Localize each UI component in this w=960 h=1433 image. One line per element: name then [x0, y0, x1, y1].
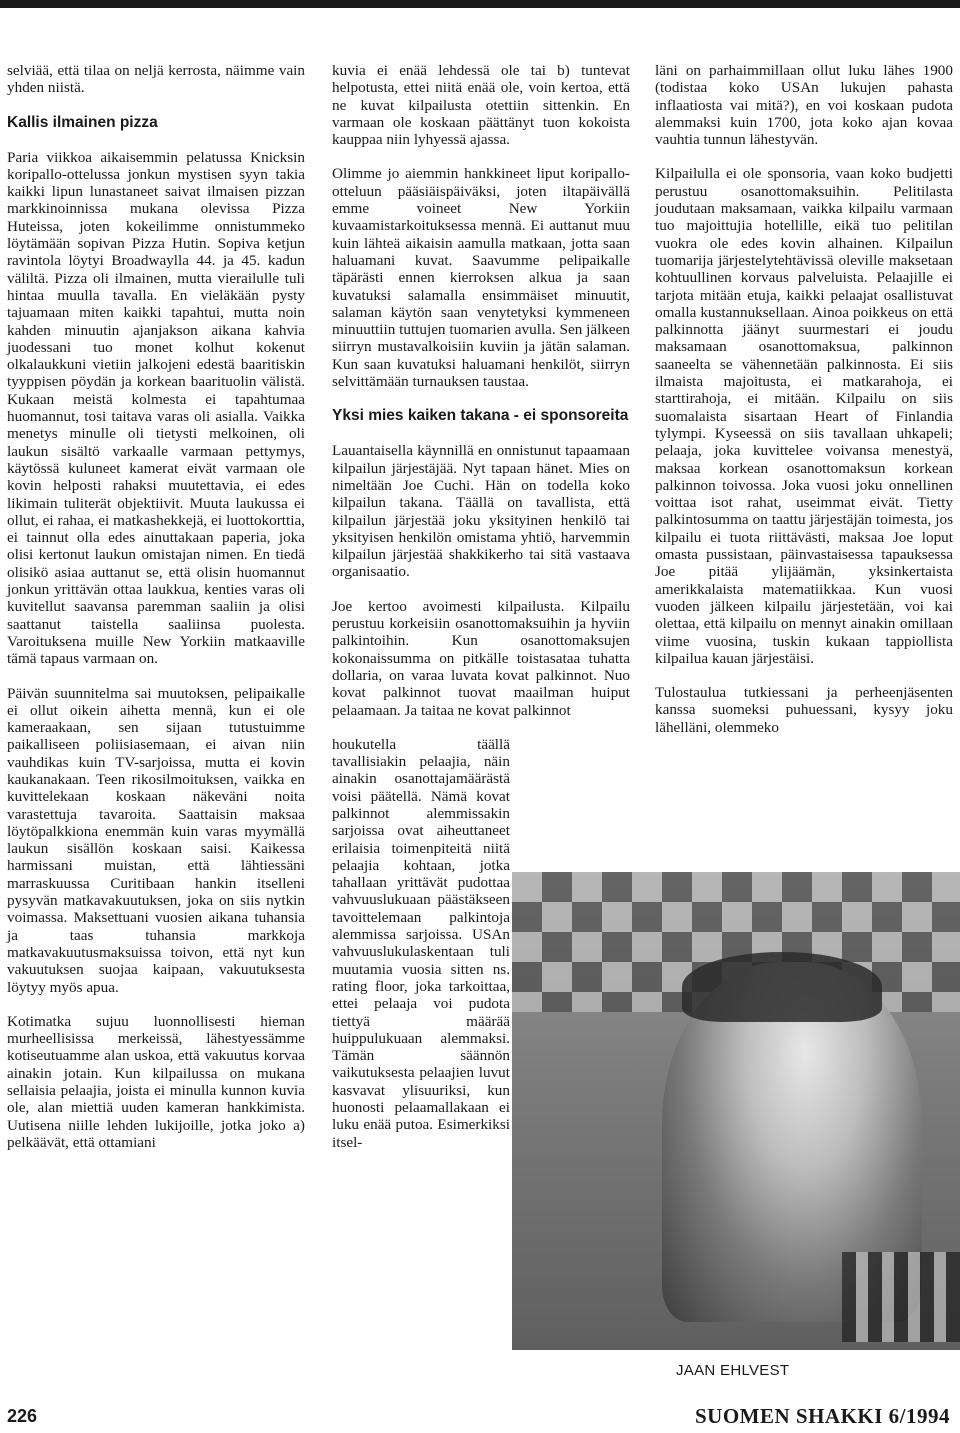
- column-1: [7, 62, 305, 1168]
- chess-pieces: [842, 1252, 960, 1342]
- player-hair: [682, 952, 882, 1022]
- paragraph: Kotimatka sujuu luonnollisesti hieman murheellisissa merkeissä, lähestyessämme kotiseutuamme alan uskoa, että vakuutus korvaa ainakin jotain. Kun kilpailussa on mukana sellaisia pelaajia, joista ei minulla kunnon kuvia ole, alan miettiä uuden kameran hankkimista. Uutisena niille lehden lukijoille, jotka joko a) pelkäävät, että ottamiani: [7, 1012, 305, 1151]
- paragraph: Kilpailulla ei ole sponsoria, vaan koko budjetti perustuu osanottomaksuihin. Pelitilasta joudutaan maksamaan, vaikka kilpailu varmaan tuo majoittujia hotellille, eikä tuo pelitilan vuokra ole edes kovin alhainen. Kilpailun tuomarija järjestelytehtävissä oleville maksetaan kohtuullinen korvaus palveluista. Pelaajille ei tarjota mitään etuja, kaikki pelaajat osallistuvat omalla kustannuksellaan. Ainoa poikkeus on että palkinnotta jäänyt suurmestari ei joudu maksamaan osanottomaksua, palkinnon saaneelta se vähennetään palkinnosta. Ei siis ilmaista majoitusta, ei matkarahoja, ei starttirahoja, ei mitään. Kilpailu on siis suomalaista sisartaan Heart of Finlandia tylympi. Kyseessä on siis tavallaan uhkapeli; pelaaja, joka kuvittelee voivansa menestyä, maksaa korkean osanottomaksun korkean palkinnon toivossa. Joka vuosi joku onnellinen voittaa isot rahat, useimmat eivät. Tietty palkintosumma on taattu järjestäjän toimesta, jos kilpailu ei tuota riittävästi, maksaa Joe loput omasta pussistaan, päinvastaisessa tapauksessa Joe pitää ylijäämän, yksinkertaista amerikkalaista matematiikkaa. Kun vuosi vuoden jälkeen kilpailu järjestetään, voi kai olettaa, että kilpailu on mennyt ainakin omillaan viime vuosina, tuskin kukaan tappiollista kilpailua kauan järjestäisi.: [655, 165, 953, 667]
- paragraph: läni on parhaimmillaan ollut luku lähes 1900 (todistaa koko USAn lukujen pahasta inflaatiosta vai mitä?), en voi koskaan pudota alemmaksi kuin 1700, jota koko ajan kovaa vauhtia tunnun lähestyvän.: [655, 62, 953, 149]
- page-number: 226: [7, 1406, 38, 1426]
- top-rule: [0, 0, 960, 8]
- section-heading: Yksi mies kaiken takana - ei sponsoreita: [332, 407, 629, 425]
- photo-caption: JAAN EHLVEST: [676, 1362, 790, 1379]
- paragraph: Joe kertoo avoimesti kilpailusta. Kilpailu perustuu korkeisiin osanottomaksuihin ja hyviin palkintoihin. Kun osanottomaksujen kokonaissumma on pitkälle toistasataa tuhatta dollaria, on varaa luvata kovat palkinnot. Nuo kovat palkinnot tuovat maailman huiput pelaamaan. Ja taitaa ne kovat palkinnot: [332, 597, 630, 719]
- paragraph: kuvia ei enää lehdessä ole tai b) tuntevat helpotusta, ettei niitä enää ole, voin kertoa, että ne kuvat kilpailusta otettiin sittenkin. En varmaan ole koskaan päättänyt tuon kokoista kauppaa niin lyhyessä ajassa.: [332, 62, 630, 149]
- paragraph: Päivän suunnitelma sai muutoksen, pelipaikalle ei ollut oikein aihetta mennä, kun ei ole kameraakaan, sen sijaan tutustuimme paikalliseen poliisiasemaan, ei aivan niin vauhdikas kuin TV-sarjoissa, mutta ei kovin kaukanakaan. Teen rikosilmoituksen, vaikka en kuvittelekaan koskaan näkeväni noita varastettuja tavaroita. Saattaisin maksaa löytöpalkkiona enemmän kuin varas myymällä laukun sisällön koskaan saisi. Kaikessa harmissani muistan, että lähtiessäni marraskuussa Curitibaan hankin itselleni pysyvän matkavakuutuksen, joka on siis nytkin voimassa. Maksettuani vuosien aikana tuhansia ja taas tuhansia markkoja matkavakuutusmaksuissa toivon, että nyt kun vakuutuksen suojaa kaipaan, vakuutuksesta löytyy myös apua.: [7, 684, 305, 996]
- chess-player-photo: [512, 872, 960, 1350]
- paragraph: Paria viikkoa aikaisemmin pelatussa Knicksin koripallo-ottelussa jonkun mystisen syyn takia kaikki lipun lunastaneet saivat ilmaisen pizzan markkinoinnissa mukana olevissa Pizza Huteissa, joten kokeilimme onnistummeko löytämään sopivan Pizza Hutin. Sopiva ketjun ravintola löytyi Broadwaylla 44. ja 45. kadun väliltä. Pizza oli ilmainen, mutta vierailulle tuli hintaa muulla tavalla. En vieläkään pysty tajuamaan miten kaikki tapahtui, mutta noin kahden minuutin ajanjakson aikana kahvia juodessani tuo monet kolhut kokenut olkalaukkuni vietiin jalkojeni edestä baaritiskin tyyppisen pöydän ja korkean baarituolin välistä. Kukaan meistä kolmesta ei tapahtumaa huomannut, tosi taitava varas oli asialla. Vaikka menetys minulle oli tietysti melkoinen, oli laukun sisältö varkaalle varmaan pettymys, käytössä kuluneet kamerat eivät varmaan ole kovin helposti rahaksi muutettavia, ei edes likimain tuliterät objektiivit. Muuta laukussa ei ollut, ei rahaa, ei matkashekkejä, ei luottokorttia, ei tainnut olla edes ainuttakaan paperia, joka olisi kertonut laukun omistajan nimen. En tiedä olisikö asiaa auttanut se, että olisin huomannut jonkun yrittävän ottaa laukkua, kenties varas oli kuvitellut saavansa paremman saaliin ja olisi saattanut taistella saaliinsa puolesta. Varoituksena muille New Yorkiin matkaaville tämä tapaus varmaan on.: [7, 148, 305, 668]
- paragraph: selviää, että tilaa on neljä kerrosta, näimme vain yhden niistä.: [7, 62, 305, 97]
- section-heading: Kallis ilmainen pizza: [7, 113, 158, 131]
- paragraph: Olimme jo aiemmin hankkineet liput koripallo-otteluun pääsiäispäiväksi, joten iltapäivällä emme voineet New Yorkiin kuvaamistarkoituksessa mennä. Ei auttanut muu kuin lähteä aikaisin aamulla matkaan, jotta saan haluamani kuvat. Saavumme pelipaikalle täpärästi ennen kierroksen alkua ja saan kuvatuksi salamalla ensimmäiset minuutit, salaman käytön saan venytetyksi kymmeneen minuuttiin tuttujen tuomarien avulla. Sen jälkeen siirryn mustavalkoisiin kuviin ja jätän salaman. Kun saan kuvatuksi haluamani henkilöt, siirryn selvittämään turnauksen taustaa.: [332, 165, 630, 391]
- magazine-issue: SUOMEN SHAKKI 6/1994: [694, 1404, 950, 1428]
- paragraph-wrap-photo: houkutella täällä tavallisiakin pelaajia, näin ainakin osanottajamäärästä voisi päätellä. Nämä kovat palkinnot alemmissakin sarjoissa ovat aiheuttaneet erilaisia toimenpiteitä niitä pelaajia kohtaan, jotka tahallaan yrittävät pudottaa vahvuuslukuaan päästäkseen tavoittelemaan palkintoja alemmissa sarjoissa. USAn vahvuuslukulaskentaan tuli muutamia vuosia sitten ns. rating floor, joka tarkoittaa, ettei pelaaja voi pudota tiettyä määrää huippulukuaan alemmaksi. Tämän säännön vaikutuksesta pelaajien luvut kasvavat ylisuuriksi, kun huonosti pelaamallakaan ei luku enää putoa. Esimerkiksi itsel-: [332, 735, 510, 1151]
- paragraph: Lauantaisella käynnillä en onnistunut tapaamaan kilpailun järjestäjää. Nyt tapaan hänet. Mies on nimeltään Joe Cuchi. Hän on todella koko kilpailun takana. Täällä on tavallista, että kilpailun järjestää joku yksityinen henkilö tai yksityisen henkilön omistama yhtiö, harvemmin kilpailun järjestää shakkikerho tai sitä vastaava organisaatio.: [332, 442, 630, 581]
- paragraph: Tulostaulua tutkiessani ja perheenjäsenten kanssa suomeksi puhuessani, kysyy joku lähelläni, olemmeko: [655, 684, 953, 736]
- column-3: [655, 62, 953, 753]
